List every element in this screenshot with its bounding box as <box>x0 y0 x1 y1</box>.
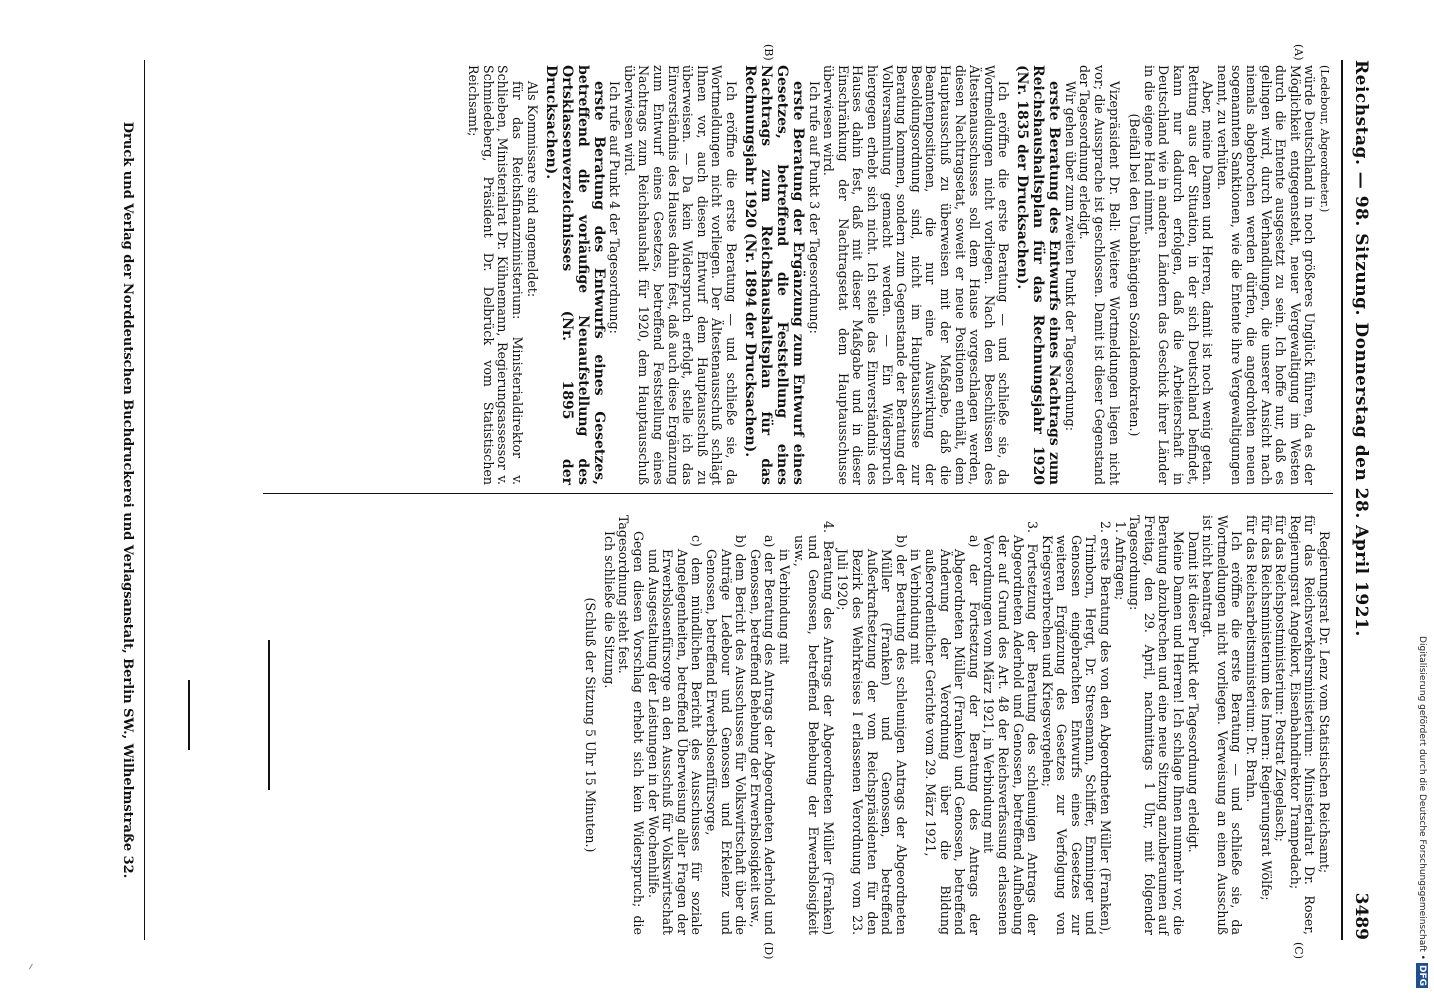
paragraph: für das Reichspostministerium: Postrat Ziegelasch; <box>1273 515 1289 842</box>
speaker-note: (Ledebour, Abgeordneter.) <box>1318 65 1331 213</box>
agenda-list-item: 2. erste Beratung des von den Abgeordneten Müller (Franken), Trimborn, Hergt, Dr. Stresemann, Schiffer, Emminger und Genossen eingebrachten Entwurfs eines Gesetzes zur weiteren Ergänzung des Gesetzes zur Verfolgung von Kriegsverbrechen und Kriegsvergehen; <box>1039 521 1114 935</box>
agenda-sub-item: a) der Fortsetzung der Beratung des Antrags der Abgeordneten Müller (Franken) und Genossen, betreffend Änderung der Verordnung über die Bildung außerordentlicher Gerichte vom 29. März 1921, <box>922 535 982 935</box>
printer-imprint: Druck und Verlag der Norddeutschen Buchdruckerei und Verlagsanstalt, Berlin SW., Wilhelmstraße 32. <box>120 121 135 879</box>
page-header <box>1345 60 1385 940</box>
margin-mark-c: (C) <box>1292 942 1305 959</box>
paragraph: Wir gehen über zum zweiten Punkt der Tagesordnung: <box>1062 81 1078 431</box>
agenda-item-heading: erste Beratung des Entwurfs eines Nachtrags zum Reichshaushaltsplan für das Rechnungsjahr 1920 (Nr. 1835 der Drucksachen). <box>1014 65 1063 485</box>
paragraph: Regierungsrat Dr. Lenz vom Statistischen Reichsamt; <box>1317 531 1332 874</box>
paragraph: Ich eröffne die erste Beratung — und schließe sie, da Wortmeldungen nicht vorliegen. Nach den Beschlüssen des Ältestenausschusses soll dem Hause vorgeschlagen werden, diesen Nachtragsetat, soweit er neue Positionen enthält, dem Hauptausschuß zu überweisen mit der Maßgabe, daß die Beamtenpositionen, die nur eine Auswirkung der Besoldungsordnung sind, nicht im Hauptausschusse zur Beratung kommen, sondern zum Gegenstande der Beratung der Vollversammlung gemacht werden. — Ein Widerspruch hiergegen erhebt sich nicht. Ich stelle das Einverständnis des Hauses dahin fest, daß mit dieser Maßgabe und in dieser Einschränkung der Nachtragsetat dem Hauptausschusse überwiesen wird. <box>821 65 1012 485</box>
section-rule <box>268 640 270 790</box>
stamp-text: Digitalisierung gefördert durch die Deutsche Forschungsgemeinschaft • <box>1417 636 1427 960</box>
agenda-list-item: 1. Anfragen; <box>1112 521 1128 601</box>
header-title: Reichstag. — 98. Sitzung. Donnerstag den 28. April 1921. <box>1351 60 1371 637</box>
agenda-sub-item: a) der Beratung des Antrags der Abgeordneten Aderhold und Genossen, betreffend Behebung der Erwerbslosigkeit usw., <box>747 535 778 935</box>
agenda-item-heading: erste Beratung des Entwurfs eines Gesetzes, betreffend die vorläufige Neuaufstellung des Ortsklassenverzeichnisses (Nr. 1895 der Drucksachen). <box>542 65 607 485</box>
agenda-sub-item: b) der Beratung des schleunigen Antrags der Abgeordneten Müller (Franken) und Genossen, betreffend Außerkraftsetzung der vom Reichspräsidenten für den Bezirk des Wehrkreises I erlassenen Verordnung vom 23. Juli 1920; <box>835 535 909 935</box>
agenda-list-item: 4. Beratung des Antrags der Abgeordneten Müller (Franken) und Genossen, betreffend Behebung der Erwerbslosigkeit usw., <box>791 521 836 935</box>
paragraph: Gegen diesen Vorschlag erhebt sich kein Widerspruch; die Tagesordnung steht fest. <box>616 515 647 935</box>
paragraph: Ich rufe auf Punkt 4 der Tagesordnung: <box>607 81 623 334</box>
margin-mark-a: (A) <box>1292 44 1305 61</box>
paragraph: Ich schließe die Sitzung. <box>601 531 617 689</box>
paragraph: Ich eröffne die erste Beratung — und schließe sie, da Wortmeldungen nicht vorliegen. Verweisung an einen Ausschuß ist nicht beantragt. <box>1200 515 1245 935</box>
paragraph: Als Kommissare sind angemeldet: <box>524 81 540 298</box>
page-number: 3489 <box>1351 892 1371 940</box>
agenda-sub-item: in Verbindung mit <box>908 549 924 665</box>
paragraph: Aber, meine Damen und Herren, damit ist noch wenig getan. Rettung aus der Situation, in der sich Deutschland befindet, kann nur dadurch erfolgen, daß die Arbeiterschaft in Deutschland wie in anderen Ländern das Geschick ihrer Länder in die eigene Hand nimmt. <box>1141 65 1216 485</box>
paragraph: würde Deutschland in noch größeres Unglück führen, da es der Möglichkeit entgegensteht, neuer Vergewaltigung im Westen durch die Entente ausgesetzt zu sein. Ich hoffe nur, daß es gelingen wird, durch Verhandlungen, die unserer Ansicht nach niemals abgebrochen werden dürfen, die angedrohten neuen sogenannten Sanktionen, wie die Entente ihre Vergewaltigungen nennt, zu verhüten. <box>1214 65 1318 485</box>
footer-rule <box>144 60 145 940</box>
scan-mark <box>29 964 38 973</box>
column-divider <box>263 493 1333 494</box>
margin-mark-b: (B) <box>762 44 775 61</box>
agenda-sub-item: b) dem Bericht des Ausschusses für Volkswirtschaft über die Anträge Ledebour und Genossen und Erkelenz und Genossen, betreffend Erwerbslosenfürsorge, <box>704 535 749 935</box>
right-column <box>583 515 1331 935</box>
agenda-list-item: 3. Fortsetzung der Beratung des schleunigen Antrags der Abgeordneten Aderhold und Genossen, betreffend Aufhebung der auf Grund des Art. 48 der Reichsverfassung erlassenen Verordnungen vom März 1921, in Verbindung mit <box>981 521 1041 935</box>
paragraph: Ich rufe auf Punkt 3 der Tagesordnung: <box>806 81 822 334</box>
agenda-sub-item: c) dem mündlichen Bericht des Ausschusses für soziale Angelegenheiten, betreffend Überweisung aller Fragen der Erwerbslosenfürsorge an den Ausschuß für Volkswirtschaft und Ausgestaltung der Leistungen in der Wochenhilfe. <box>645 535 705 935</box>
dfg-logo: DFG <box>1417 964 1427 986</box>
closing-note: (Schluß der Sitzung 5 Uhr 15 Minuten.) <box>583 597 599 853</box>
section-rule <box>188 680 190 750</box>
paragraph: Ich eröffne die erste Beratung — und schließe sie, da Wortmeldungen nicht vorliegen. Der Ältestenausschuß schlägt Ihnen vor, auch diesen Entwurf dem Hauptausschuß zu überweisen. — Da kein Widerspruch erfolgt, stelle ich das Einverständnis des Hauses dahin fest, daß auch diese Ergänzung zum Entwurf eines Gesetzes, betreffend Feststellung eines Nachtrags zum Reichshaushalt für 1920, dem Hauptausschuß überwiesen wird. <box>621 65 739 485</box>
paragraph: Meine Damen und Herren! Ich schlage Ihnen nunmehr vor, die Beratung abzubrechen und eine neue Sitzung anzuberaumen auf Freitag, den 29. April, nachmittags 1 Uhr, mit folgender Tagesordnung: <box>1127 515 1187 935</box>
applause-note: (Beifall bei den Unabhängigen Sozialdemokraten.) <box>1127 113 1143 437</box>
paragraph: für das Reichsfinanzministerium: Ministerialdirektor v. Schlieben, Ministerialrat Dr. Kühnemann, Regierungsassessor v. Schmiedeberg, Präsident Dr. Delbrück vom Statistischen Reichsamt; <box>466 65 526 485</box>
paragraph: Damit ist dieser Punkt der Tagesordnung erledigt. <box>1185 531 1201 853</box>
document-page <box>45 40 1385 960</box>
digitization-stamp <box>1412 8 1432 988</box>
paragraph: Vizepräsident Dr. Bell: Weitere Wortmeldungen liegen nicht vor; die Aussprache ist geschlossen. Damit ist dieser Gegenstand der Tagesordnung erledigt. <box>1077 65 1122 485</box>
margin-mark-d: (D) <box>762 942 775 960</box>
paragraph: für das Reichsverkehrsministerium: Ministerialrat Dr. Roser, Regierungsrat Angelkort, Eisenbahndirektor Trampedach; <box>1287 515 1318 935</box>
left-column <box>466 65 1331 485</box>
paragraph: für das Reichsarbeitsministerium: Dr. Brahn. <box>1244 515 1260 803</box>
agenda-sub-item: in Verbindung mit <box>777 549 793 665</box>
stamp-text-wrap <box>1412 8 1432 988</box>
header-rule <box>1341 60 1343 940</box>
agenda-item-heading: erste Beratung der Ergänzung zum Entwurf eines Gesetzes, betreffend die Feststellung eines Nachtrags zum Reichshaushaltsplan für das Rechnungsjahr 1920 (Nr. 1894 der Drucksachen). <box>742 65 806 485</box>
paragraph: für das Reichsministerium des Innern: Regierungsrat Wölfe; <box>1258 515 1274 901</box>
